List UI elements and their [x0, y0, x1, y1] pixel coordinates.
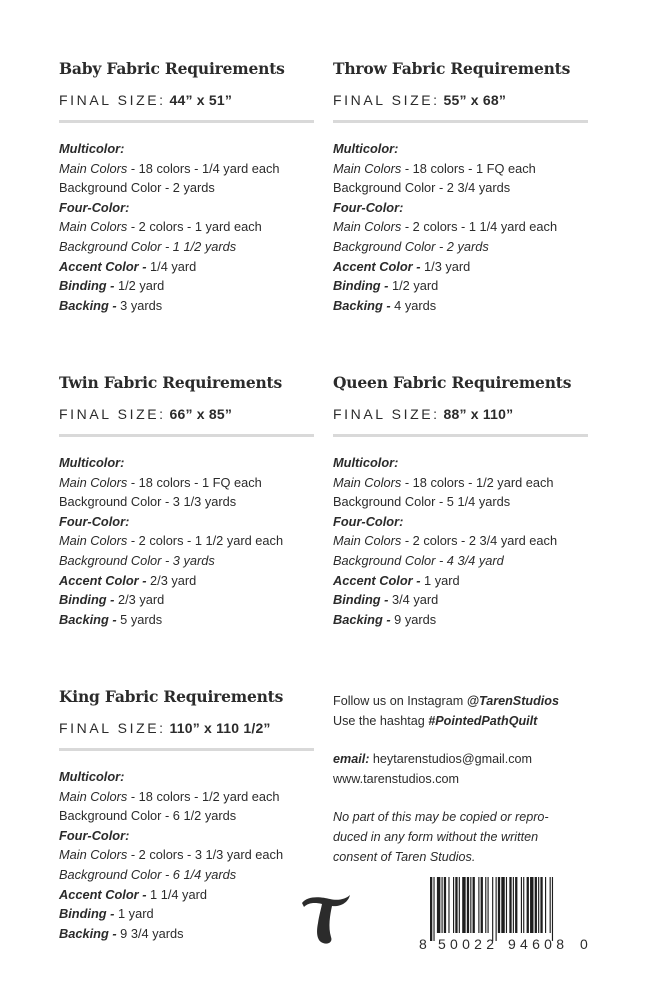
binding-label: Binding -: [333, 278, 389, 294]
main-colors-value: - 18 colors - 1/2 yard each: [130, 788, 280, 804]
main-colors-four-line: [333, 531, 593, 551]
barcode-bar: [513, 877, 514, 933]
barcode-bar: [467, 877, 469, 933]
main-colors-label: Main Colors: [59, 474, 128, 490]
baby-requirements: [59, 59, 319, 315]
requirements-list: [333, 453, 593, 629]
accent-color-value: 1/3 yard: [424, 258, 471, 274]
barcode-digit-first: 8: [419, 936, 427, 952]
divider: [59, 120, 314, 123]
final-size: [59, 720, 319, 736]
instagram-line: [333, 692, 593, 712]
final-size-value: 44” x 51”: [169, 92, 233, 108]
barcode-bar: [455, 877, 457, 933]
barcode-bar: [496, 877, 497, 941]
final-size-label: FINAL SIZE:: [333, 406, 440, 422]
barcode-bar: [448, 877, 449, 933]
binding-line: [59, 590, 319, 610]
queen-requirements: [333, 373, 593, 629]
binding-label: Binding -: [333, 592, 389, 608]
accent-color-value: 2/3 yard: [150, 572, 197, 588]
barcode-bar: [509, 877, 511, 933]
barcode-icon: [418, 877, 590, 952]
final-size: [333, 406, 593, 422]
twin-requirements: [59, 373, 319, 629]
barcode-bar: [515, 877, 517, 933]
accent-color-label: Accent Color -: [59, 572, 147, 588]
binding-label: Binding -: [59, 592, 115, 608]
barcode-bar: [459, 877, 460, 933]
four-color-heading: Four-Color:: [333, 199, 404, 215]
backing-label: Backing -: [59, 611, 117, 627]
barcode-bar: [501, 877, 504, 933]
barcode-bar: [523, 877, 524, 933]
legal-line-2: duced in any form without the written: [333, 829, 539, 844]
backing-value: 3 yards: [120, 297, 163, 313]
main-colors-four-label: Main Colors: [59, 533, 128, 549]
main-colors-value: - 18 colors - 1 FQ each: [404, 160, 536, 176]
binding-value: 3/4 yard: [392, 592, 439, 608]
hashtag-prefix: Use the hashtag: [333, 713, 425, 728]
backing-label: Backing -: [59, 925, 117, 941]
final-size: [333, 92, 593, 108]
background-color-four-line: Background Color - 2 yards: [333, 238, 489, 254]
background-color-four-line: Background Color - 1 1/2 yards: [59, 238, 237, 254]
final-size-label: FINAL SIZE:: [59, 720, 166, 736]
four-color-heading: Four-Color:: [59, 513, 130, 529]
accent-color-value: 1/4 yard: [150, 258, 197, 274]
background-color-four-line: Background Color - 6 1/4 yards: [59, 866, 237, 882]
multicolor-heading: Multicolor:: [333, 455, 399, 470]
barcode-bar: [481, 877, 483, 933]
accent-color-label: Accent Color -: [333, 572, 421, 588]
barcode-bar: [506, 877, 507, 933]
background-color-line: Background Color - 2 yards: [59, 180, 215, 196]
accent-color-value: 1 yard: [424, 572, 460, 588]
instagram-handle[interactable]: @TarenStudios: [466, 694, 559, 708]
legal-line-3: consent of Taren Studios.: [333, 849, 476, 864]
backing-value: 9 yards: [394, 611, 437, 627]
final-size: [59, 406, 319, 422]
divider: [59, 748, 314, 751]
backing-line: [333, 296, 593, 316]
section-title: Queen Fabric Requirements: [333, 373, 572, 392]
final-size-value: 66” x 85”: [169, 406, 233, 422]
divider: [333, 434, 588, 437]
main-colors-four-label: Main Colors: [59, 219, 128, 235]
barcode-digit-last: 0: [580, 936, 588, 952]
accent-color-label: Accent Color -: [333, 258, 421, 274]
barcode-bar: [535, 877, 537, 933]
main-colors-line: [59, 473, 319, 493]
email-address[interactable]: heytarenstudios@gmail.com: [372, 752, 532, 767]
main-colors-label: Main Colors: [333, 474, 402, 490]
barcode-bar: [540, 877, 542, 933]
final-size-label: FINAL SIZE:: [333, 92, 440, 108]
binding-value: 1 yard: [118, 906, 154, 922]
barcode-bar: [545, 877, 546, 933]
four-color-heading: Four-Color:: [333, 513, 404, 529]
binding-value: 1/2 yard: [392, 278, 439, 294]
backing-label: Backing -: [333, 611, 391, 627]
barcode-bar: [488, 877, 489, 933]
main-colors-label: Main Colors: [333, 160, 402, 176]
barcode-bar: [552, 877, 553, 941]
backing-line: [59, 924, 319, 944]
background-color-line: Background Color - 2 3/4 yards: [333, 180, 511, 196]
multicolor-heading: Multicolor:: [333, 141, 399, 156]
accent-color-label: Accent Color -: [59, 258, 147, 274]
main-colors-four-value: - 2 colors - 1 1/2 yard each: [130, 533, 284, 549]
main-colors-label: Main Colors: [59, 788, 128, 804]
backing-value: 5 yards: [120, 611, 163, 627]
barcode-bar: [527, 877, 529, 933]
barcode-bar: [453, 877, 454, 933]
barcode-bar: [550, 877, 551, 933]
barcode-bar: [442, 877, 443, 933]
main-colors-four-value: - 2 colors - 3 1/3 yard each: [130, 847, 284, 863]
final-size-value: 88” x 110”: [443, 406, 514, 422]
main-colors-value: - 18 colors - 1/4 yard each: [130, 160, 280, 176]
barcode-bar: [498, 877, 500, 933]
background-color-line: Background Color - 3 1/3 yards: [59, 494, 237, 510]
accent-color-line: [59, 257, 319, 277]
barcode-bar: [530, 877, 533, 933]
backing-line: [333, 610, 593, 630]
main-colors-four-line: [59, 845, 319, 865]
throw-requirements: [333, 59, 593, 315]
instagram-prefix: Follow us on Instagram: [333, 694, 464, 708]
contact-info: [333, 692, 593, 867]
final-size-label: FINAL SIZE:: [59, 406, 166, 422]
barcode-bar: [462, 877, 465, 933]
binding-label: Binding -: [59, 278, 115, 294]
main-colors-line: [59, 159, 319, 179]
backing-line: [59, 296, 319, 316]
requirements-list: [59, 139, 319, 315]
backing-label: Backing -: [59, 297, 117, 313]
final-size-label: FINAL SIZE:: [59, 92, 166, 108]
barcode-group-left: 50022: [438, 936, 494, 952]
barcode-bar: [473, 877, 475, 933]
section-title: Throw Fabric Requirements: [333, 59, 571, 78]
main-colors-four-line: [59, 217, 319, 237]
requirements-list: [333, 139, 593, 315]
main-colors-line: [333, 159, 593, 179]
main-colors-four-label: Main Colors: [59, 847, 128, 863]
email-line: [333, 750, 593, 770]
barcode-bar: [430, 877, 432, 941]
final-size: [59, 92, 319, 108]
binding-line: [333, 276, 593, 296]
main-colors-four-label: Main Colors: [333, 533, 402, 549]
accent-color-line: [333, 571, 593, 591]
king-requirements: [59, 687, 319, 943]
binding-line: [59, 276, 319, 296]
backing-value: 9 3/4 yards: [120, 925, 184, 941]
hashtag: #PointedPathQuilt: [428, 713, 538, 728]
main-colors-label: Main Colors: [59, 160, 128, 176]
backing-line: [59, 610, 319, 630]
barcode-bar: [444, 877, 446, 933]
binding-line: [59, 904, 319, 924]
section-title: King Fabric Requirements: [59, 687, 284, 706]
background-color-four-line: Background Color - 4 3/4 yard: [333, 552, 504, 568]
multicolor-heading: Multicolor:: [59, 455, 125, 470]
accent-color-label: Accent Color -: [59, 886, 147, 902]
website-link[interactable]: www.tarenstudios.com: [333, 771, 459, 786]
backing-value: 4 yards: [394, 297, 437, 313]
multicolor-heading: Multicolor:: [59, 769, 125, 784]
divider: [333, 120, 588, 123]
main-colors-four-line: [59, 531, 319, 551]
main-colors-four-line: [333, 217, 593, 237]
main-colors-line: [59, 787, 319, 807]
hashtag-line: [333, 712, 593, 732]
final-size-value: 55” x 68”: [443, 92, 507, 108]
section-title: Baby Fabric Requirements: [59, 59, 285, 78]
accent-color-line: [333, 257, 593, 277]
barcode-bar: [521, 877, 522, 933]
main-colors-line: [333, 473, 593, 493]
main-colors-value: - 18 colors - 1 FQ each: [130, 474, 262, 490]
barcode-bar: [538, 877, 539, 933]
barcode-bar: [492, 877, 493, 941]
main-colors-value: - 18 colors - 1/2 yard each: [404, 474, 554, 490]
background-color-line: Background Color - 5 1/4 yards: [333, 494, 511, 510]
backing-label: Backing -: [333, 297, 391, 313]
main-colors-four-value: - 2 colors - 2 3/4 yard each: [404, 533, 558, 549]
accent-color-line: [59, 885, 319, 905]
four-color-heading: Four-Color:: [59, 199, 130, 215]
accent-color-value: 1 1/4 yard: [150, 886, 207, 902]
taren-studios-t-logo-icon: [298, 893, 352, 945]
main-colors-four-value: - 2 colors - 1 1/4 yard each: [404, 219, 558, 235]
requirements-list: [59, 767, 319, 943]
barcode-bar: [485, 877, 486, 933]
barcode-bar: [433, 877, 434, 941]
main-colors-four-value: - 2 colors - 1 yard each: [130, 219, 262, 235]
accent-color-line: [59, 571, 319, 591]
barcode-group-right: 94608: [508, 936, 564, 952]
background-color-line: Background Color - 6 1/2 yards: [59, 808, 237, 824]
final-size-value: 110” x 110 1/2”: [169, 720, 271, 736]
main-colors-four-label: Main Colors: [333, 219, 402, 235]
section-title: Twin Fabric Requirements: [59, 373, 283, 392]
binding-value: 1/2 yard: [118, 278, 165, 294]
binding-label: Binding -: [59, 906, 115, 922]
barcode-bar: [470, 877, 471, 933]
binding-value: 2/3 yard: [118, 592, 165, 608]
email-label: email:: [333, 752, 370, 767]
four-color-heading: Four-Color:: [59, 827, 130, 843]
barcode-bar: [478, 877, 479, 933]
background-color-four-line: Background Color - 3 yards: [59, 552, 215, 568]
requirements-list: [59, 453, 319, 629]
barcode-bar: [437, 877, 440, 933]
binding-line: [333, 590, 593, 610]
divider: [59, 434, 314, 437]
legal-line-1: No part of this may be copied or repro-: [333, 810, 549, 825]
multicolor-heading: Multicolor:: [59, 141, 125, 156]
